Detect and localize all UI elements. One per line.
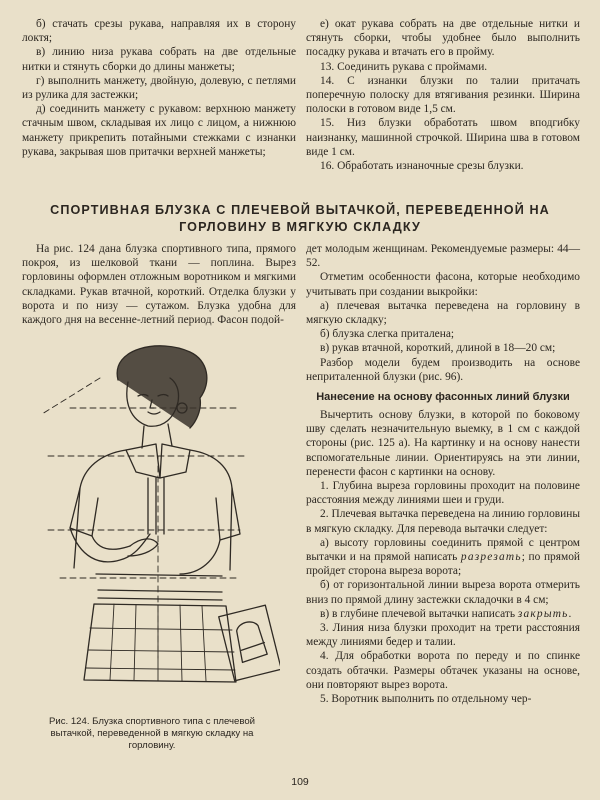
- paragraph: б) стачать срезы рукава, направляя их в сторону локтя;: [22, 18, 296, 45]
- paragraph: б) блузка слегка приталена;: [320, 328, 455, 341]
- paragraph: [306, 536, 580, 579]
- paragraph: Отметим особенности фасона, которые необходимо учитывать при создании выкройки:: [306, 271, 580, 298]
- paragraph: в) линию низа рукава собрать на две отдельные нитки и стянуть сборки до длины манжеты;: [22, 46, 296, 73]
- paragraph: в) рукав втачной, короткий, длиной в 18—20 см;: [320, 342, 556, 355]
- text-run: ; по прямой пройдет сторона выреза ворота;: [306, 551, 580, 578]
- paragraph: 2. Плечевая вытачка переведена на линию горловины в мягкую складку. Для перевода вытачки следует:: [306, 508, 580, 535]
- paragraph: 16. Обработать изнаночные срезы блузки.: [320, 160, 524, 173]
- paragraph: 3. Линия низа блузки проходит на трети расстояния между линиями бедер и талии.: [306, 622, 580, 649]
- paragraph: На рис. 124 дана блузка спортивного типа, прямого покроя, из шелковой ткани — поплина. Вырез горловины оформлен отложным воротником и мягкими складками. Рукав втачной, короткий. Отделка блузки у ворота и по низу — сутажом. Блузка удобна для каждого дня на весенне-летний период. Фасон подой-: [22, 243, 296, 327]
- paragraph: дет молодым женщинам. Рекомендуемые размеры: 44—52.: [306, 243, 580, 270]
- paragraph: а) плечевая вытачка переведена на горловину в мягкую складку;: [306, 299, 580, 327]
- paragraph: 5. Воротник выполнить по отдельному чер-: [320, 693, 532, 706]
- paragraph: Вычертить основу блузки, в которой по боковому шву сделать незначительную выемку, в 1 см с каждой стороны (рис. 125 а). На картинку и на основу нанести вспомогательные линии. Ориентируясь на эти линии, перенести фасон с картинки на основу.: [306, 409, 580, 478]
- top-left-column: [22, 17, 296, 159]
- paragraph: 15. Низ блузки обработать швом вподгибку наизнанку, машинной строчкой. Ширина шва в готовом виде 1 см.: [306, 117, 580, 158]
- section-heading: СПОРТИВНАЯ БЛУЗКА С ПЛЕЧЕВОЙ ВЫТАЧКОЙ, ПЕРЕВЕДЕННОЙ НА ГОРЛОВИНУ В МЯГКУЮ СКЛАДКУ: [50, 203, 550, 234]
- paragraph: 1. Глубина выреза горловины проходит на половине расстояния между линиями шеи и груди.: [306, 480, 580, 507]
- blouse-drawing: [40, 338, 280, 710]
- paragraph: 13. Соединить рукава с проймами.: [320, 60, 488, 73]
- emphasis: разрезать: [460, 551, 522, 564]
- paragraph: б) от горизонтальной линии выреза ворота отмерить вниз по прямой длину застежки складочки в 4 см;: [306, 579, 580, 606]
- text-run: в) в глубине плечевой вытачки написать: [320, 607, 518, 620]
- blouse-illustration: [40, 338, 280, 710]
- paragraph: [306, 607, 580, 621]
- top-right-column: [306, 17, 580, 173]
- paragraph: г) выполнить манжету, двойную, долевую, с петлями из рулика для застежки;: [22, 74, 296, 102]
- emphasis: закрыть: [517, 607, 569, 620]
- paragraph: 4. Для обработки ворота по переду и по спинке создать обтачки. Размеры обтачек указаны на основе, они повторяют вырез ворота.: [306, 650, 580, 691]
- figure-caption: Рис. 124. Блузка спортивного типа с плечевой вытачкой, переведенной в мягкую складку на горловину.: [48, 716, 256, 751]
- paragraph: 14. С изнанки блузки по талии притачать поперечную полоску для втягивания резинки. Ширина полоски в готовом виде 1,5 см.: [306, 74, 580, 116]
- subheading: Нанесение на основу фасонных линий блузки: [316, 391, 570, 404]
- paragraph: Разбор модели будем производить на основе неприталенной блузки (рис. 96).: [306, 356, 580, 383]
- text-run: а) высоту горловины соединить прямой с центром вытачки и на прямой написать: [306, 536, 580, 564]
- right-column: [306, 242, 580, 706]
- intro-paragraph-column: [22, 242, 296, 327]
- text-run: .: [568, 607, 572, 620]
- paragraph: е) окат рукава собрать на две отдельные нитки и стянуть сборки, чтобы удобнее было выполнить посадку рукава и втачать его в пройму.: [306, 18, 580, 59]
- paragraph: д) соединить манжету с рукавом: верхнюю манжету стачным швом, складывая их лицо с лицом, а нижнюю манжету прикрепить потайными стежками с изнанки рукава, закрывая шов притачки верхней манжеты;: [22, 103, 296, 158]
- page-number: 109: [291, 776, 309, 788]
